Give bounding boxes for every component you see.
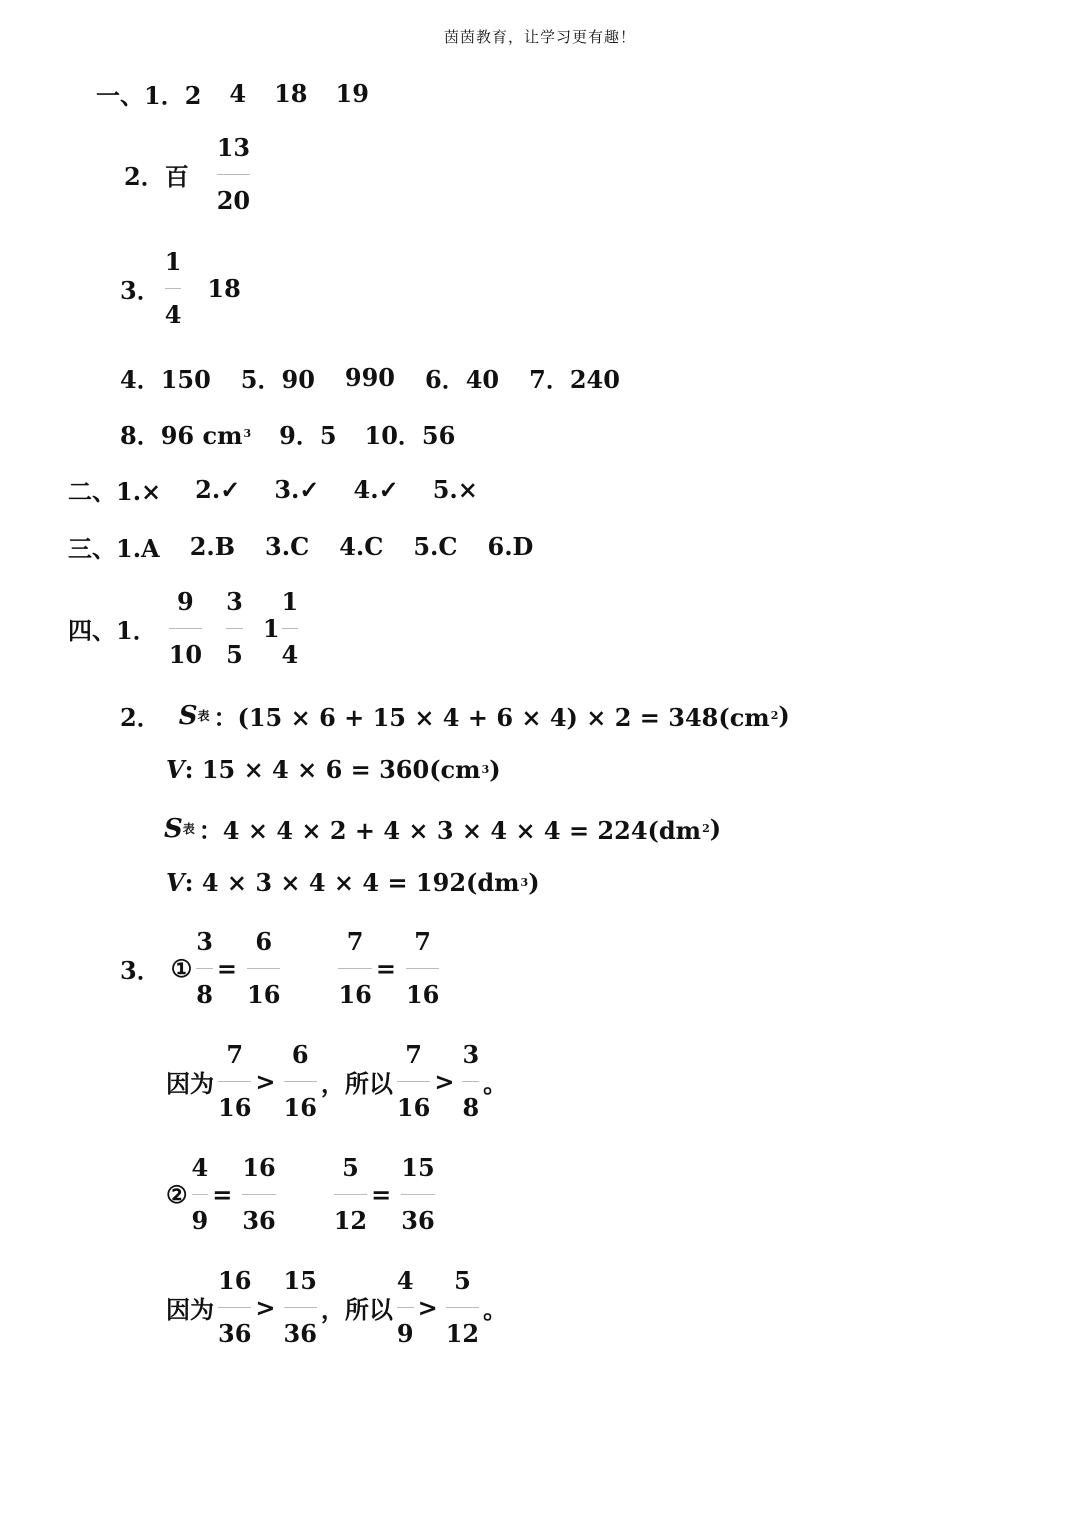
fraction [191, 1153, 209, 1235]
s1-q1-b: 4 [229, 79, 247, 108]
equals-sign: = [375, 954, 396, 983]
formula-text: ：(15 × 6 + 15 × 4 + 6 × 4) × 2 = 348(cm [213, 703, 770, 732]
fraction [242, 1153, 276, 1235]
s1-q1-a: 一、1．2 [96, 81, 202, 110]
s1-q5-a: 5．90 [240, 365, 315, 394]
greater-than-sign: > [417, 1293, 438, 1322]
surface-subscript: 表 [197, 709, 210, 723]
denominator: 12 [446, 1307, 479, 1346]
formula-text: : 4 × 3 × 4 × 4 = 192(dm [184, 868, 520, 897]
denominator: 9 [397, 1307, 414, 1346]
s2-3: 3.✓ [274, 475, 320, 504]
superscript: 3 [520, 876, 529, 889]
s1-q8: 8．96 cm [120, 421, 243, 450]
s1-q1-c: 18 [274, 79, 308, 108]
fraction [164, 247, 182, 329]
because-text: 因为 [166, 1295, 214, 1324]
answer-line-3 [120, 247, 241, 329]
denominator: 16 [247, 968, 280, 1007]
numerator: 1 [164, 247, 182, 276]
s3-3: 3.C [265, 532, 310, 561]
so-text: ，所以 [320, 1069, 393, 1098]
denominator: 16 [284, 1081, 317, 1120]
superscript: 2 [702, 822, 710, 835]
denominator: 4 [282, 628, 299, 667]
s2-4: 4.✓ [353, 475, 399, 504]
comparison-conclusion-2 [166, 1266, 508, 1348]
superscript: 3 [481, 763, 490, 776]
answer-line-4 [120, 360, 620, 395]
mixed-whole: 1 [262, 614, 280, 643]
s1-q9: 9．5 [279, 421, 337, 450]
denominator: 36 [218, 1307, 251, 1346]
fraction [226, 587, 243, 669]
denominator: 36 [242, 1194, 275, 1233]
denominator: 36 [284, 1307, 317, 1346]
numerator: 5 [342, 1153, 359, 1182]
answer-line-2 [124, 133, 254, 215]
denominator: 16 [397, 1081, 430, 1120]
s1-q1-d: 19 [335, 79, 369, 108]
denominator: 16 [218, 1081, 251, 1120]
numerator: 4 [191, 1153, 209, 1182]
formula-line-2 [166, 755, 501, 784]
so-text: ，所以 [320, 1295, 393, 1324]
numerator: 16 [218, 1266, 252, 1295]
fraction [401, 1153, 435, 1235]
superscript: 2 [770, 709, 779, 722]
numerator: 15 [401, 1153, 435, 1182]
fraction [405, 927, 440, 1009]
s1-q4: 4．150 [120, 365, 211, 394]
comparison-equivalence-1 [120, 927, 443, 1009]
volume-symbol: V [166, 868, 185, 897]
denominator: 8 [462, 1081, 479, 1120]
greater-than-sign: > [255, 1293, 276, 1322]
fraction [283, 1040, 317, 1122]
numerator: 7 [414, 927, 431, 956]
denominator: 20 [217, 174, 250, 213]
fraction [247, 927, 281, 1009]
fraction [168, 587, 203, 669]
s1-q3-label: 3． [120, 276, 161, 305]
formula-line-3 [164, 811, 721, 846]
numerator: 5 [454, 1266, 471, 1295]
fraction [462, 1040, 480, 1122]
surface-symbol: S [164, 813, 183, 844]
denominator: 16 [338, 968, 371, 1007]
greater-than-sign: > [434, 1067, 455, 1096]
numerator: 7 [226, 1040, 244, 1069]
answer-section-4-q1 [68, 587, 302, 669]
formula-close: ) [709, 814, 722, 843]
answer-line-1 [96, 76, 369, 111]
formula-close: ) [489, 755, 501, 784]
denominator: 10 [169, 628, 202, 667]
volume-symbol: V [166, 755, 185, 784]
equals-sign: = [216, 954, 238, 983]
numerator: 3 [226, 587, 243, 616]
s1-q10: 10．56 [364, 421, 456, 450]
s3-1: 三、1.A [68, 534, 160, 563]
numerator: 7 [405, 1040, 422, 1069]
equals-sign: = [212, 1180, 233, 1209]
numerator: 1 [281, 587, 299, 616]
period-mark: 。 [483, 1069, 508, 1098]
circled-two: ② [166, 1180, 188, 1209]
numerator: 15 [283, 1266, 317, 1295]
fraction [216, 133, 251, 215]
denominator: 8 [196, 968, 213, 1007]
s3-5: 5.C [413, 532, 458, 561]
period-mark: 。 [483, 1295, 508, 1324]
comparison-equivalence-2 [166, 1153, 439, 1235]
s4-q3-label: 3． [120, 956, 161, 985]
fraction [445, 1266, 480, 1348]
fraction [333, 1153, 368, 1235]
denominator: 36 [401, 1194, 434, 1233]
fraction [396, 1040, 431, 1122]
formula-line-1 [120, 698, 790, 733]
s4-q2-label: 2． [120, 703, 161, 732]
s1-q3-after: 18 [207, 274, 241, 303]
formula-text: : 15 × 4 × 6 = 360(cm [184, 755, 481, 784]
fraction [281, 587, 299, 669]
denominator: 5 [226, 628, 243, 667]
surface-symbol: S [178, 700, 198, 731]
fraction [396, 1266, 414, 1348]
s2-5: 5.× [432, 475, 478, 504]
page-header: 茵茵教育，让学习更有趣！ [443, 28, 636, 46]
formula-text: ：4 × 4 × 2 + 4 × 3 × 4 × 4 = 224(dm [198, 816, 702, 845]
s2-1: 二、1.× [68, 477, 162, 506]
fraction [218, 1040, 252, 1122]
numerator: 6 [291, 1040, 309, 1069]
numerator: 16 [242, 1153, 276, 1182]
denominator: 4 [165, 288, 182, 327]
superscript: 3 [243, 427, 252, 440]
s1-q6: 6．40 [425, 365, 500, 394]
numerator: 4 [396, 1266, 414, 1295]
s3-6: 6.D [487, 532, 534, 561]
s3-2: 2.B [189, 532, 236, 561]
circled-one: ① [170, 954, 193, 983]
s1-q2-label: 2．百 [124, 162, 189, 191]
fraction [338, 927, 372, 1009]
denominator: 9 [192, 1194, 209, 1233]
equals-sign: = [371, 1180, 392, 1209]
s3-4: 4.C [339, 532, 384, 561]
because-text: 因为 [166, 1069, 214, 1098]
formula-close: ) [528, 868, 540, 897]
numerator: 3 [196, 927, 213, 956]
numerator: 9 [177, 587, 194, 616]
formula-close: ) [778, 701, 790, 730]
denominator: 12 [334, 1194, 367, 1233]
formula-line-4 [166, 868, 540, 897]
answer-section-3 [68, 529, 533, 564]
denominator: 16 [406, 968, 439, 1007]
numerator: 13 [216, 133, 251, 162]
s2-2: 2.✓ [195, 475, 241, 504]
answer-line-5 [120, 416, 455, 451]
comparison-conclusion-1 [166, 1040, 508, 1122]
surface-subscript: 表 [182, 822, 195, 836]
answer-section-2 [68, 472, 478, 507]
s1-q5-b: 990 [344, 363, 396, 392]
numerator: 7 [346, 927, 364, 956]
numerator: 6 [255, 927, 273, 956]
fraction [218, 1266, 252, 1348]
s4-label: 四、1． [68, 616, 157, 645]
s1-q7: 7．240 [529, 365, 620, 394]
numerator: 3 [462, 1040, 480, 1069]
greater-than-sign: > [255, 1067, 276, 1096]
fraction [283, 1266, 317, 1348]
fraction [196, 927, 213, 1009]
